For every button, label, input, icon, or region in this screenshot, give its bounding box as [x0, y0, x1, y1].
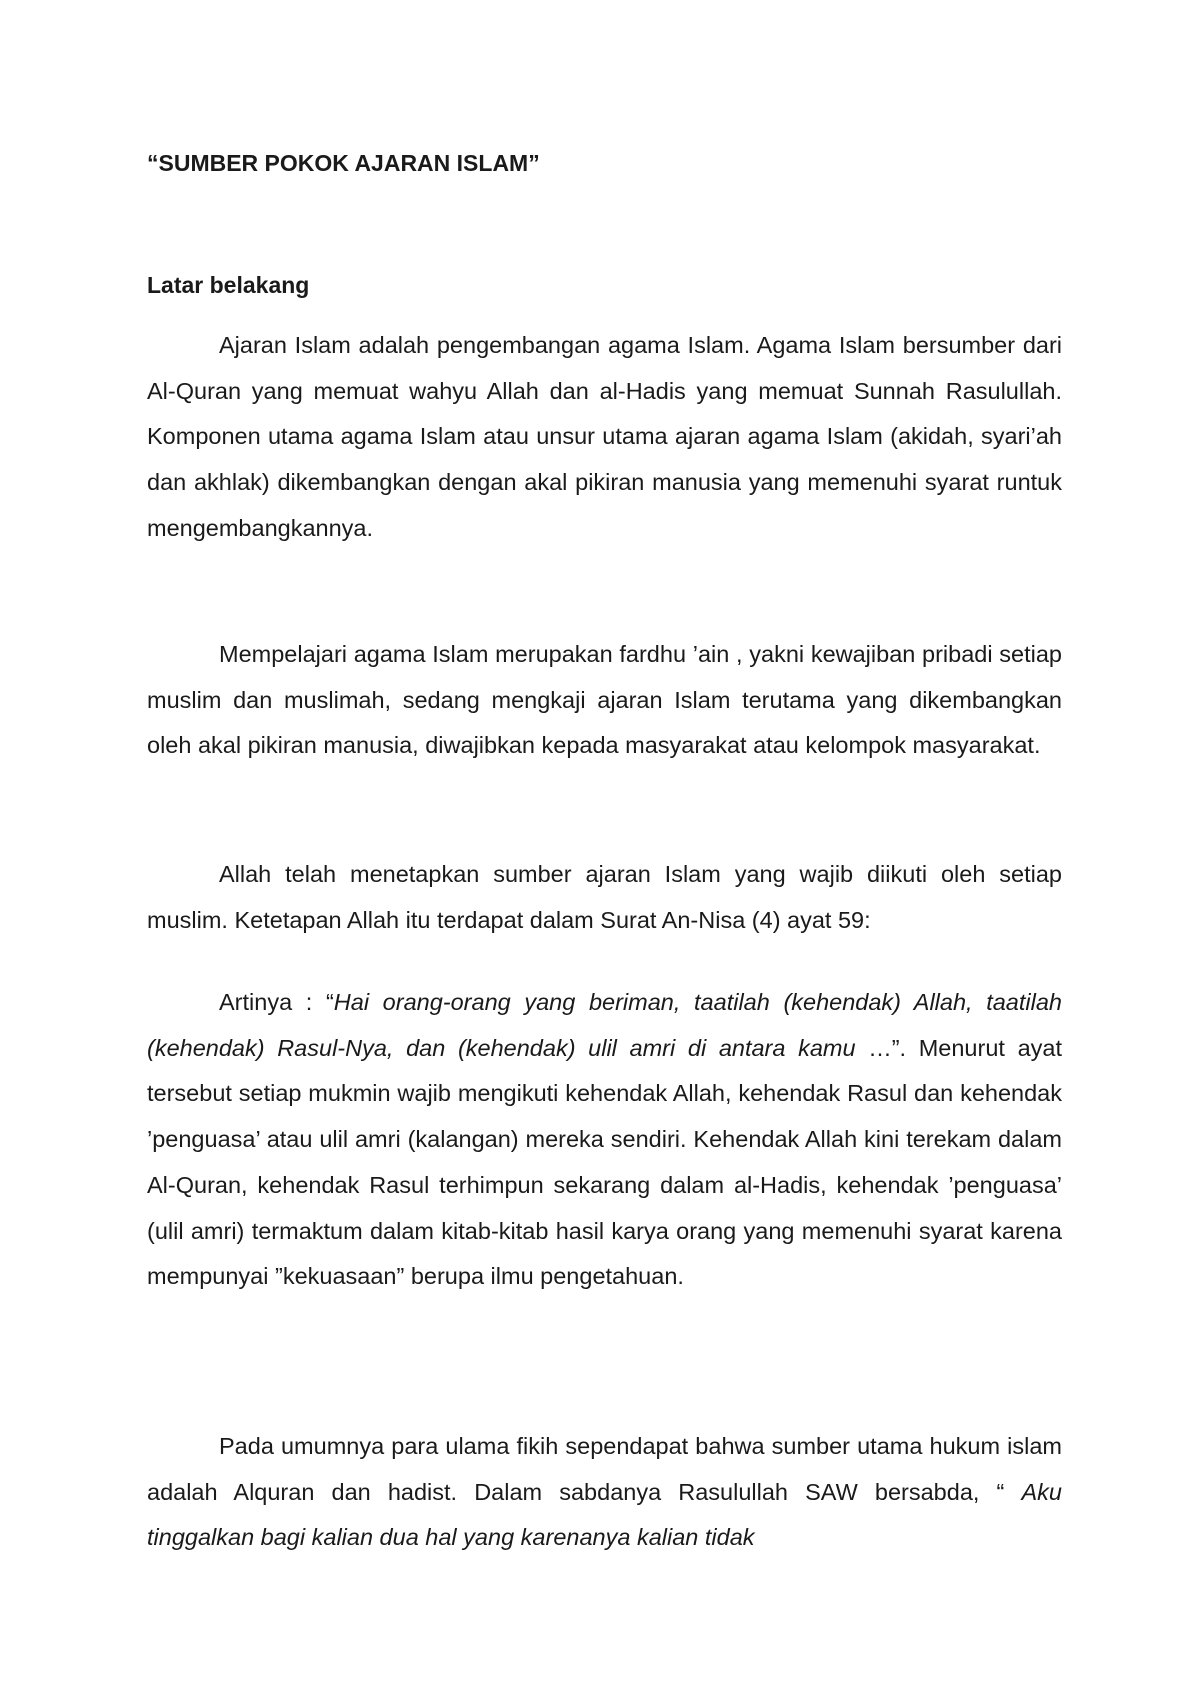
document-title: “SUMBER POKOK AJARAN ISLAM” — [147, 150, 540, 176]
paragraph-4-lead: Artinya : “ — [219, 989, 334, 1015]
section-heading: Latar belakang — [147, 272, 310, 298]
paragraph-3: Allah telah menetapkan sumber ajaran Islam yang wajib diikuti oleh setiap muslim. Ketetapan Allah itu terdapat dalam Surat An-Nisa (4) ayat 59: — [147, 861, 1062, 933]
paragraph-5-lead: Pada umumnya para ulama fikih sependapat bahwa sumber utama hukum islam adalah Alquran dan hadist. Dalam sabdanya Rasulullah SAW bersabda, “ — [147, 1433, 1062, 1505]
paragraph-4 — [147, 980, 1062, 1300]
paragraph-2: Mempelajari agama Islam merupakan fardhu ’ain , yakni kewajiban pribadi setiap muslim dan muslimah, sedang mengkaji ajaran Islam terutama yang dikembangkan oleh akal pikiran manusia, diwajibkan kepada masyarakat atau kelompok masyarakat. — [147, 641, 1062, 759]
paragraph-5-quote: Aku tinggalkan bagi kalian dua hal yang karenanya kalian tidak — [147, 1478, 1062, 1551]
paragraph-5 — [147, 1424, 1062, 1561]
paragraph-1: Ajaran Islam adalah pengembangan agama Islam. Agama Islam bersumber dari Al-Quran yang memuat wahyu Allah dan al-Hadis yang memuat Sunnah Rasulullah. Komponen utama agama Islam atau unsur utama ajaran agama Islam (akidah, syari’ah dan akhlak) dikembangkan dengan akal pikiran manusia yang memenuhi syarat runtuk mengembangkannya. — [147, 332, 1062, 541]
paragraph-4-rest: …”. Menurut ayat tersebut setiap mukmin wajib mengikuti kehendak Allah, kehendak Rasul dan kehendak ’penguasa’ atau ulil amri (kalangan) mereka sendiri. Kehendak Allah kini terekam dalam Al-Quran, kehendak Rasul terhimpun sekarang dalam al-Hadis, kehendak ’penguasa’ (ulil amri) termaktum dalam kitab-kitab hasil karya orang yang memenuhi syarat karena mempunyai ”kekuasaan” berupa ilmu pengetahuan. — [147, 1034, 1062, 1290]
paragraph-4-quote: Hai orang-orang yang beriman, taatilah (kehendak) Allah, taatilah (kehendak) Rasul-Nya, dan (kehendak) ulil amri di antara kamu — [147, 989, 1062, 1061]
